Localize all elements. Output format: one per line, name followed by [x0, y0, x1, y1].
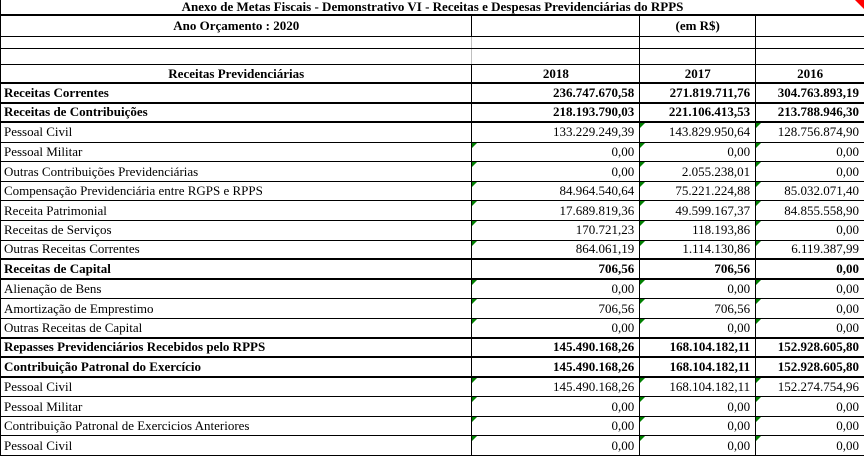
value-cell-2018[interactable]: [472, 417, 640, 436]
value-cell-2017[interactable]: [640, 221, 756, 240]
value-cell-2016[interactable]: [756, 260, 864, 278]
value-cell-2017[interactable]: [640, 417, 756, 436]
row-label: Outras Receitas Correntes: [4, 241, 140, 257]
page-title: Anexo de Metas Fiscais - Demonstrativo VI - Receitas e Despesas Previdenciárias do RPPS: [181, 0, 684, 14]
error-indicator-icon: [472, 319, 477, 324]
value-cell-2017[interactable]: [640, 123, 756, 142]
row-label: Contribuição Patronal de Exercicios Anteriores: [4, 418, 250, 434]
cell-value: 864.061,19: [575, 241, 635, 257]
error-indicator-icon: [640, 436, 645, 441]
value-cell-2018[interactable]: [472, 260, 640, 278]
error-indicator-icon: [472, 299, 477, 304]
row-label: Outras Receitas de Capital: [4, 319, 143, 335]
value-cell-2018[interactable]: [472, 221, 640, 240]
table-row: [0, 221, 864, 241]
value-cell-2017[interactable]: [640, 143, 756, 162]
table-row: [0, 280, 864, 300]
table-header-label: Receitas Previdenciárias: [168, 65, 305, 81]
cell-value: 0,00: [727, 319, 751, 335]
empty-cell[interactable]: [472, 49, 640, 64]
value-cell-2018[interactable]: [472, 299, 640, 318]
empty-cell[interactable]: [756, 49, 864, 64]
value-cell-2016[interactable]: [756, 397, 864, 416]
header-year-2016[interactable]: [756, 65, 864, 82]
value-cell-2018[interactable]: [472, 84, 640, 102]
row-label: Pessoal Civil: [4, 124, 73, 140]
row-label-cell[interactable]: [1, 123, 472, 142]
value-cell-2017[interactable]: [640, 84, 756, 102]
header-year-2018[interactable]: [472, 65, 640, 82]
row-label: Receita Patrimonial: [4, 202, 107, 218]
value-cell-2018[interactable]: [472, 319, 640, 337]
blank-row: [0, 49, 864, 65]
value-cell-2018[interactable]: [472, 123, 640, 142]
value-cell-2017[interactable]: [640, 104, 756, 122]
value-cell-2018[interactable]: [472, 358, 640, 376]
row-label-cell[interactable]: [1, 436, 472, 455]
table-row: [0, 123, 864, 143]
cell-value: 0,00: [611, 398, 635, 414]
cell-value: 0,00: [836, 144, 859, 160]
cell-value: 0,00: [611, 319, 635, 335]
cell-value: 0,00: [727, 437, 751, 453]
error-indicator-icon: [640, 417, 645, 422]
error-indicator-icon: [756, 143, 761, 148]
cell-value: 2.055.238,01: [681, 163, 751, 179]
cell-value: 0,00: [611, 418, 635, 434]
value-cell-2018[interactable]: [472, 378, 640, 397]
header-label-cell[interactable]: [1, 65, 472, 82]
cell-value: 0,00: [611, 144, 635, 160]
cell-value: 75.221.224,88: [675, 183, 751, 199]
table-row: [0, 299, 864, 319]
row-label-cell[interactable]: [1, 417, 472, 436]
cell-value: 143.829.950,64: [668, 124, 751, 140]
error-indicator-icon: [640, 378, 645, 383]
cell-value: 0,00: [836, 437, 859, 453]
row-label: Amortização de Emprestimo: [4, 300, 154, 316]
row-label-cell[interactable]: [1, 221, 472, 240]
cell-value: 706,56: [598, 260, 635, 276]
value-cell-2018[interactable]: [472, 201, 640, 220]
value-cell-2016[interactable]: [756, 378, 864, 397]
value-cell-2016[interactable]: [756, 201, 864, 220]
subheader-row: [0, 16, 864, 37]
table-row: [0, 241, 864, 261]
row-label: Receitas Correntes: [4, 84, 109, 100]
cell-value: 0,00: [611, 163, 635, 179]
empty-cell[interactable]: [1, 49, 472, 64]
row-label-cell[interactable]: [1, 201, 472, 220]
row-label-cell[interactable]: [1, 143, 472, 162]
value-cell-2016[interactable]: [756, 280, 864, 299]
error-indicator-icon: [472, 182, 477, 187]
cell-value: 1.114.130,86: [682, 241, 751, 257]
table-row: [0, 417, 864, 437]
error-indicator-icon: [756, 397, 761, 402]
row-label-cell[interactable]: [1, 84, 472, 102]
table-header-row: [0, 65, 864, 84]
row-label-cell[interactable]: [1, 319, 472, 337]
empty-cell[interactable]: [756, 16, 864, 36]
empty-cell[interactable]: [472, 16, 640, 36]
value-cell-2016[interactable]: [756, 436, 864, 455]
error-indicator-icon: [756, 299, 761, 304]
error-indicator-icon: [640, 397, 645, 402]
cell-value: 0,00: [727, 418, 751, 434]
row-label-cell[interactable]: [1, 162, 472, 181]
value-cell-2016[interactable]: [756, 104, 864, 122]
cell-value: 133.229.249,39: [553, 124, 635, 140]
value-cell-2017[interactable]: [640, 436, 756, 455]
cell-value: 145.490.168,26: [553, 339, 635, 355]
error-indicator-icon: [640, 221, 645, 226]
error-indicator-icon: [640, 241, 645, 246]
row-label: Pessoal Militar: [4, 398, 83, 414]
cell-value: 0,00: [836, 398, 859, 414]
value-cell-2017[interactable]: [640, 201, 756, 220]
title-row: [0, 0, 864, 16]
cell-value: 213.788.946,30: [777, 104, 859, 120]
value-cell-2018[interactable]: [472, 436, 640, 455]
value-cell-2018[interactable]: [472, 241, 640, 259]
cell-value: 236.747.670,58: [553, 84, 635, 100]
value-cell-2018[interactable]: [472, 280, 640, 299]
value-cell-2017[interactable]: [640, 397, 756, 416]
table-row: [0, 339, 864, 359]
value-cell-2017[interactable]: [640, 299, 756, 318]
table-row: [0, 378, 864, 398]
cell-value: 145.490.168,26: [553, 378, 635, 394]
error-indicator-icon: [640, 299, 645, 304]
cell-value: 0,00: [836, 260, 859, 276]
row-label-cell[interactable]: [1, 358, 472, 376]
cell-value: 0,00: [836, 163, 859, 179]
value-cell-2016[interactable]: [756, 319, 864, 337]
budget-year-label: Ano Orçamento : 2020: [173, 18, 300, 33]
cell-value: 304.763.893,19: [777, 84, 859, 100]
value-cell-2016[interactable]: [756, 241, 864, 259]
header-year-2017[interactable]: [640, 65, 756, 82]
cell-value: 706,56: [598, 300, 635, 316]
table-row: [0, 201, 864, 221]
cell-value: 0,00: [836, 319, 859, 335]
year-label: 2016: [797, 65, 824, 81]
cell-value: 128.756.874,90: [777, 124, 859, 140]
row-label-cell[interactable]: [1, 260, 472, 278]
error-indicator-icon: [756, 319, 761, 324]
cell-value: 706,56: [714, 300, 751, 316]
value-cell-2018[interactable]: [472, 104, 640, 122]
value-cell-2017[interactable]: [640, 260, 756, 278]
row-label-cell[interactable]: [1, 182, 472, 201]
error-indicator-icon: [640, 143, 645, 148]
error-indicator-icon: [472, 221, 477, 226]
error-indicator-icon: [640, 123, 645, 128]
table-row: [0, 104, 864, 124]
value-cell-2017[interactable]: [640, 358, 756, 376]
error-indicator-icon: [756, 280, 761, 285]
row-label: Receitas de Capital: [4, 260, 111, 276]
table-row: [0, 182, 864, 202]
table-row: [0, 84, 864, 104]
error-indicator-icon: [756, 417, 761, 422]
table-row: [0, 397, 864, 417]
value-cell-2017[interactable]: [640, 339, 756, 357]
error-indicator-icon: [472, 378, 477, 383]
cell-value: 152.928.605,80: [777, 339, 859, 355]
cell-value: 0,00: [836, 418, 859, 434]
empty-cell[interactable]: [1, 37, 472, 48]
value-cell-2016[interactable]: [756, 123, 864, 142]
row-label-cell[interactable]: [1, 280, 472, 299]
cell-value: 49.599.167,37: [675, 202, 751, 218]
cell-value: 6.119.387,99: [791, 241, 859, 257]
error-indicator-icon: [472, 162, 477, 167]
value-cell-2016[interactable]: [756, 143, 864, 162]
table-row: [0, 436, 864, 456]
value-cell-2018[interactable]: [472, 162, 640, 181]
value-cell-2018[interactable]: [472, 397, 640, 416]
error-indicator-icon: [640, 319, 645, 324]
error-indicator-icon: [472, 143, 477, 148]
row-label: Receitas de Serviços: [4, 222, 112, 238]
error-indicator-icon: [472, 436, 477, 441]
error-indicator-icon: [640, 162, 645, 167]
error-indicator-icon: [756, 221, 761, 226]
table-row: [0, 358, 864, 378]
value-cell-2017[interactable]: [640, 182, 756, 201]
value-cell-2018[interactable]: [472, 143, 640, 162]
cell-value: 17.689.819,36: [559, 202, 635, 218]
error-indicator-icon: [640, 201, 645, 206]
value-cell-2016[interactable]: [756, 339, 864, 357]
error-indicator-icon: [756, 123, 761, 128]
cell-value: 0,00: [727, 398, 751, 414]
error-indicator-icon: [472, 417, 477, 422]
table-row: [0, 319, 864, 339]
row-label-cell[interactable]: [1, 397, 472, 416]
cell-value: 168.104.182,11: [669, 339, 751, 355]
table-row: [0, 260, 864, 280]
row-label: Outras Contribuições Previdenciárias: [4, 163, 199, 179]
value-cell-2017[interactable]: [640, 378, 756, 397]
error-indicator-icon: [756, 241, 761, 246]
empty-cell[interactable]: [756, 37, 864, 48]
row-label: Repasses Previdenciários Recebidos pelo RPPS: [4, 339, 266, 355]
row-label: Receitas de Contribuições: [4, 104, 148, 120]
year-label: 2017: [684, 65, 711, 81]
cell-value: 84.964.540,64: [559, 183, 635, 199]
cell-value: 0,00: [836, 300, 859, 316]
value-cell-2016[interactable]: [756, 182, 864, 201]
value-cell-2016[interactable]: [756, 84, 864, 102]
value-cell-2018[interactable]: [472, 339, 640, 357]
cell-value: 218.193.790,03: [553, 104, 635, 120]
row-label-cell[interactable]: [1, 378, 472, 397]
cell-value: 84.855.558,90: [784, 202, 859, 218]
row-label-cell[interactable]: [1, 339, 472, 357]
value-cell-2018[interactable]: [472, 182, 640, 201]
cell-value: 85.032.071,40: [784, 183, 859, 199]
row-label: Contribuição Patronal do Exercício: [4, 358, 202, 374]
row-label-cell[interactable]: [1, 104, 472, 122]
blank-row: [0, 37, 864, 49]
error-indicator-icon: [640, 280, 645, 285]
error-indicator-icon: [472, 280, 477, 285]
cell-value: 271.819.711,76: [669, 84, 751, 100]
row-label-cell[interactable]: [1, 299, 472, 318]
cell-value: 221.106.413,53: [668, 104, 751, 120]
value-cell-2017[interactable]: [640, 241, 756, 259]
currency-unit-cell[interactable]: [640, 16, 756, 36]
error-indicator-icon: [472, 397, 477, 402]
cell-value: 118.193,86: [692, 222, 751, 238]
error-indicator-icon: [756, 378, 761, 383]
error-indicator-icon: [640, 182, 645, 187]
cell-value: 145.490.168,26: [553, 358, 635, 374]
row-label: Pessoal Militar: [4, 144, 83, 160]
value-cell-2016[interactable]: [756, 162, 864, 181]
cell-value: 170.721,23: [575, 222, 635, 238]
error-indicator-icon: [756, 162, 761, 167]
row-label-cell[interactable]: [1, 241, 472, 259]
cell-value: 168.104.182,11: [669, 358, 751, 374]
currency-unit-label: (em R$): [675, 18, 720, 33]
cell-value: 0,00: [727, 144, 751, 160]
row-label: Compensação Previdenciária entre RGPS e RPPS: [4, 183, 263, 199]
value-cell-2016[interactable]: [756, 358, 864, 376]
cell-value: 0,00: [836, 222, 859, 238]
row-label: Pessoal Civil: [4, 437, 73, 453]
comment-indicator-icon: [855, 0, 864, 9]
budget-year-cell[interactable]: [1, 16, 472, 36]
error-indicator-icon: [756, 201, 761, 206]
row-label: Pessoal Civil: [4, 378, 73, 394]
cell-value: 706,56: [714, 260, 751, 276]
empty-cell[interactable]: [640, 49, 756, 64]
cell-value: 0,00: [611, 281, 635, 297]
value-cell-2016[interactable]: [756, 299, 864, 318]
value-cell-2016[interactable]: [756, 221, 864, 240]
value-cell-2017[interactable]: [640, 319, 756, 337]
error-indicator-icon: [472, 241, 477, 246]
cell-value: 0,00: [611, 437, 635, 453]
empty-cell[interactable]: [472, 37, 640, 48]
table-row: [0, 162, 864, 182]
value-cell-2017[interactable]: [640, 162, 756, 181]
cell-value: 168.104.182,11: [669, 378, 751, 394]
error-indicator-icon: [756, 182, 761, 187]
value-cell-2017[interactable]: [640, 280, 756, 299]
table-row: [0, 143, 864, 163]
cell-value: 152.928.605,80: [777, 358, 859, 374]
value-cell-2016[interactable]: [756, 417, 864, 436]
year-label: 2018: [542, 65, 569, 81]
cell-value: 0,00: [836, 281, 859, 297]
table-body: [0, 84, 864, 456]
error-indicator-icon: [756, 436, 761, 441]
empty-cell[interactable]: [640, 37, 756, 48]
cell-value: 0,00: [727, 281, 751, 297]
cell-value: 152.274.754,96: [777, 378, 859, 394]
row-label: Alienação de Bens: [4, 281, 102, 297]
error-indicator-icon: [472, 201, 477, 206]
